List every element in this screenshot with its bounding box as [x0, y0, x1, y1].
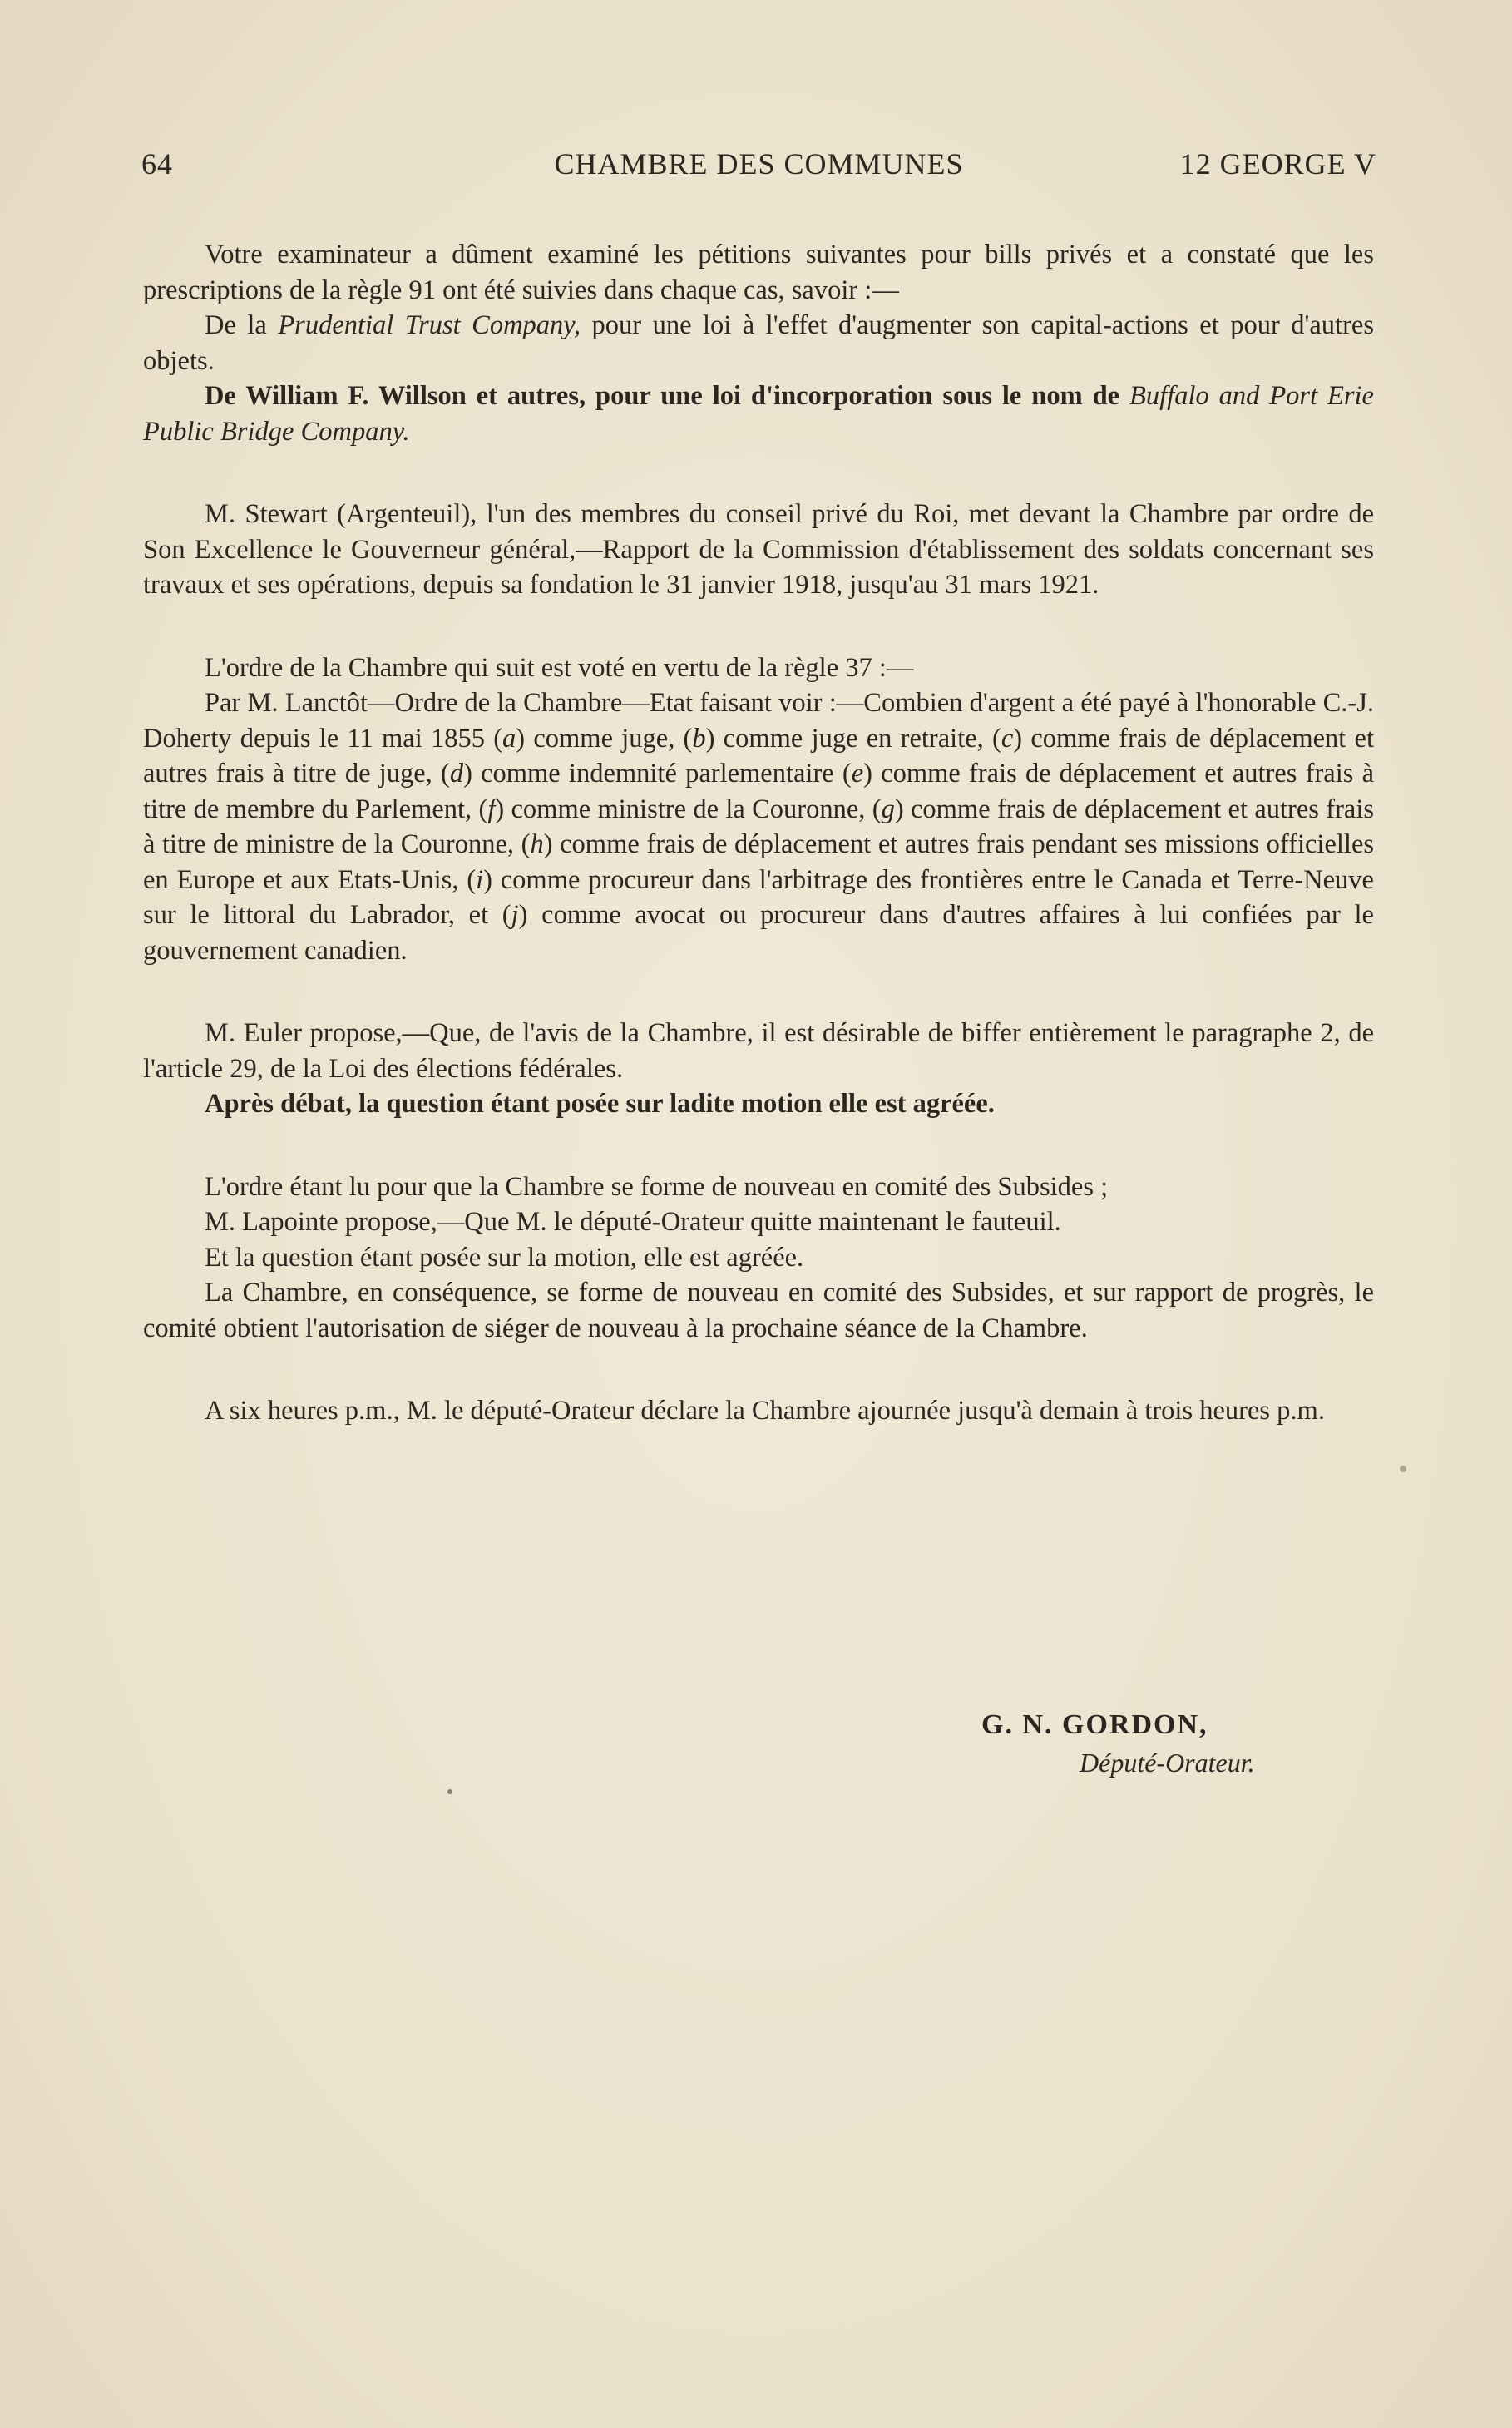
- signature-block: [973, 1709, 1322, 1793]
- text-run: Par M. Lanctôt—Ordre de la Chambre—Etat faisant voir :—Combien d'argent a été payé à l'honorable C.-J. Doherty depuis le 11 mai 1855 (: [143, 688, 1374, 754]
- text-run: De William F. Willson et autres, pour une loi d'incorporation sous le nom de: [205, 381, 1130, 411]
- regnal-year: 12 GEORGE V: [1179, 147, 1376, 180]
- signatory-name: G. N. GORDON,: [981, 1709, 1208, 1740]
- section-euler-motion: [143, 1016, 1374, 1122]
- text-run: ) comme juge, (: [516, 723, 693, 754]
- paragraph-order-read: L'ordre étant lu pour que la Chambre se forme de nouveau en comité des Subsides ;: [205, 1171, 1109, 1202]
- section-supply-committee: [143, 1169, 1374, 1347]
- item-label: j: [511, 900, 519, 930]
- running-title: CHAMBRE DES COMMUNES: [554, 147, 964, 180]
- text-run: ) comme indemnité parlementaire (: [463, 759, 852, 789]
- text-run: ) comme avocat ou procureur dans d'autres affaires à lui confiées par le gouvernement canadien.: [143, 900, 1374, 966]
- paragraph-committee-report: La Chambre, en conséquence, se forme de nouveau en comité des Subsides, et sur rapport de progrès, le comité obtient l'autorisation de siéger de nouveau à la prochaine séance de la Chambre.: [143, 1278, 1374, 1343]
- item-label: f: [487, 794, 496, 824]
- item-label: c: [1001, 723, 1014, 754]
- section-adjournment: [143, 1393, 1374, 1429]
- paragraph-stewart: M. Stewart (Argenteuil), l'un des membres du conseil privé du Roi, met devant la Chambre par ordre de Son Excellence le Gouverneur général,—Rapport de la Commission d'établissement des soldats concernant ses travaux et ses opérations, depuis sa fondation le 31 janvier 1918, jusqu'au 31 mars 1921.: [143, 499, 1374, 600]
- item-label: d: [449, 759, 464, 789]
- paper-speck: [1400, 1466, 1406, 1472]
- paragraph-lanctot-order: [143, 685, 1374, 968]
- text-run: pour une loi à l'effet d'augmenter son capital-actions et pour d'autres objets.: [143, 310, 1374, 376]
- paragraph-order-intro: L'ordre de la Chambre qui suit est voté en vertu de la règle 37 :—: [205, 652, 914, 683]
- paragraph-question-agreed: Et la question étant posée sur la motion, elle est agréée.: [205, 1242, 804, 1273]
- paragraph-adjournment: A six heures p.m., M. le député-Orateur déclare la Chambre ajournée jusqu'à demain à trois heures p.m.: [205, 1396, 1325, 1426]
- paragraph-euler: M. Euler propose,—Que, de l'avis de la Chambre, il est désirable de biffer entièrement le paragraphe 2, de l'article 29, de la Loi des élections fédérales.: [143, 1018, 1374, 1084]
- item-label: i: [476, 864, 484, 895]
- section-private-bills: [143, 237, 1374, 449]
- text-run: ) comme frais de déplacement et autres frais à titre de ministre de la Couronne, (: [143, 794, 1375, 859]
- paragraph-prudential-trust: [143, 308, 1374, 378]
- item-label: e: [851, 759, 864, 789]
- text-run: ) comme frais de déplacement et autres frais pendant ses missions officielles en Europe et aux Etats-Unis, (: [143, 829, 1375, 895]
- paragraph-motion-agreed: Après débat, la question étant posée sur ladite motion elle est agréée.: [205, 1089, 995, 1119]
- text-run: ) comme procureur dans l'arbitrage des frontières entre le Canada et Terre-Neuve sur le littoral du Labrador, et (: [143, 864, 1374, 930]
- text-run: De la: [205, 310, 279, 340]
- item-label: g: [881, 794, 895, 824]
- paragraph-willson-petition: [143, 378, 1374, 449]
- text-run: ) comme frais de déplacement et autres frais à titre de membre du Parlement, (: [143, 759, 1374, 824]
- paragraph-lapointe: M. Lapointe propose,—Que M. le député-Orateur quitte maintenant le fauteuil.: [205, 1207, 1061, 1237]
- paragraph-examiner-report: Votre examinateur a dûment examiné les pétitions suivantes pour bills privés et a constaté que les prescriptions de la règle 91 ont été suivies dans chaque cas, savoir :—: [143, 240, 1374, 305]
- item-label: h: [530, 829, 544, 859]
- company-name: Buffalo and Port Erie Public Bridge Company.: [143, 381, 1374, 447]
- page-header: [141, 146, 1376, 188]
- signatory-title: Député-Orateur.: [1080, 1748, 1255, 1778]
- section-house-order: [143, 650, 1374, 969]
- body-text: [143, 237, 1374, 1476]
- item-label: a: [502, 723, 516, 754]
- text-run: ) comme frais de déplacement et autres frais à titre de juge, (: [143, 723, 1375, 789]
- item-label: b: [692, 723, 706, 754]
- text-run: ) comme ministre de la Couronne, (: [495, 794, 882, 824]
- company-name: Prudential Trust Company,: [278, 310, 581, 340]
- text-run: ) comme juge en retraite, (: [705, 723, 1001, 754]
- paper-speck: [447, 1789, 452, 1794]
- section-stewart-report: [143, 497, 1374, 603]
- page-number: 64: [141, 147, 173, 180]
